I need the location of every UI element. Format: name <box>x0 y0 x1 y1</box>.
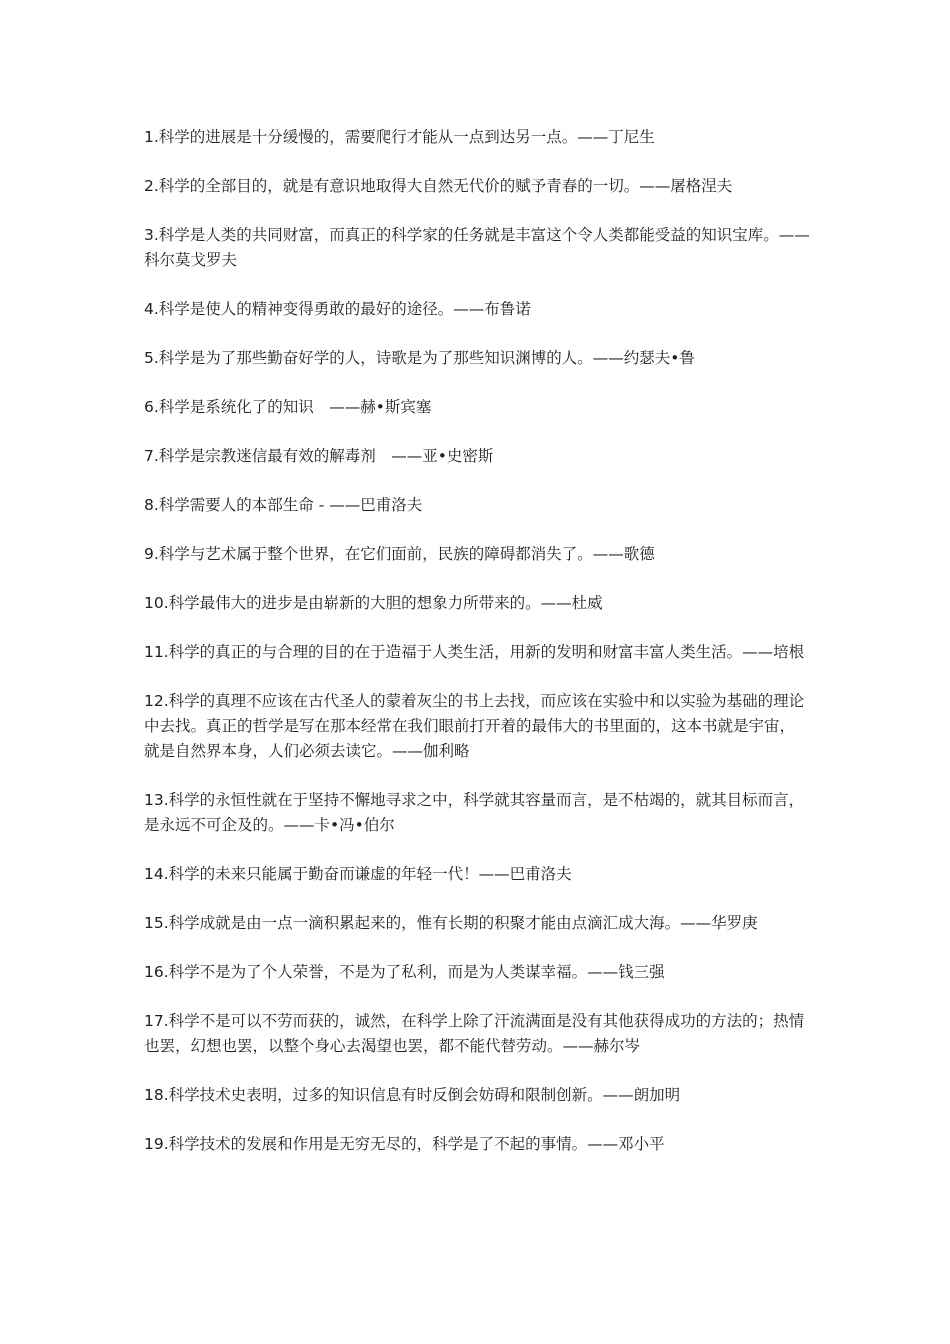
quote-item: 12.科学的真理不应该在古代圣人的蒙着灰尘的书上去找，而应该在实验中和以实验为基础的理论中去找。真正的哲学是写在那本经常在我们眼前打开着的最伟大的书里面的，这本书就是宇宙，就是自然界本身，人们必须去读它。——伽利略 <box>144 692 805 760</box>
quote-item: 2.科学的全部目的，就是有意识地取得大自然无代价的赋予青春的一切。——屠格涅夫 <box>144 177 733 195</box>
quote-item: 13.科学的永恒性就在于坚持不懈地寻求之中，科学就其容量而言，是不枯竭的，就其目标而言，是永远不可企及的。——卡•冯•伯尔 <box>144 791 805 834</box>
quote-item: 19.科学技术的发展和作用是无穷无尽的，科学是了不起的事情。——邓小平 <box>144 1135 665 1153</box>
quote-item: 14.科学的未来只能属于勤奋而谦虚的年轻一代！——巴甫洛夫 <box>144 865 572 883</box>
quote-item: 4.科学是使人的精神变得勇敢的最好的途径。——布鲁诺 <box>144 300 531 318</box>
quote-item: 5.科学是为了那些勤奋好学的人，诗歌是为了那些知识渊博的人。——约瑟夫•鲁 <box>144 349 695 367</box>
quote-item: 15.科学成就是由一点一滴积累起来的，惟有长期的积聚才能由点滴汇成大海。——华罗庚 <box>144 914 758 932</box>
quote-item: 17.科学不是可以不劳而获的，诚然，在科学上除了汗流满面是没有其他获得成功的方法的；热情也罢，幻想也罢，以整个身心去渴望也罢，都不能代替劳动。——赫尔岑 <box>144 1012 805 1055</box>
quote-list <box>144 125 810 1181</box>
quote-item: 18.科学技术史表明，过多的知识信息有时反倒会妨碍和限制创新。——朗加明 <box>144 1086 681 1104</box>
quote-item: 3.科学是人类的共同财富，而真正的科学家的任务就是丰富这个令人类都能受益的知识宝库。——科尔莫戈罗夫 <box>144 226 810 269</box>
quote-item: 10.科学最伟大的进步是由崭新的大胆的想象力所带来的。——杜威 <box>144 594 603 612</box>
quote-item: 6.科学是系统化了的知识 ——赫•斯宾塞 <box>144 398 432 416</box>
quote-item: 9.科学与艺术属于整个世界，在它们面前，民族的障碍都消失了。——歌德 <box>144 545 655 563</box>
quote-item: 7.科学是宗教迷信最有效的解毒剂 ——亚•史密斯 <box>144 447 494 465</box>
quote-item: 11.科学的真正的与合理的目的在于造福于人类生活，用新的发明和财富丰富人类生活。——培根 <box>144 643 805 661</box>
quote-item: 1.科学的进展是十分缓慢的，需要爬行才能从一点到达另一点。——丁尼生 <box>144 128 655 146</box>
quote-item: 16.科学不是为了个人荣誉，不是为了私利，而是为人类谋幸福。——钱三强 <box>144 963 665 981</box>
quote-item: 8.科学需要人的本部生命 - ——巴甫洛夫 <box>144 496 423 514</box>
